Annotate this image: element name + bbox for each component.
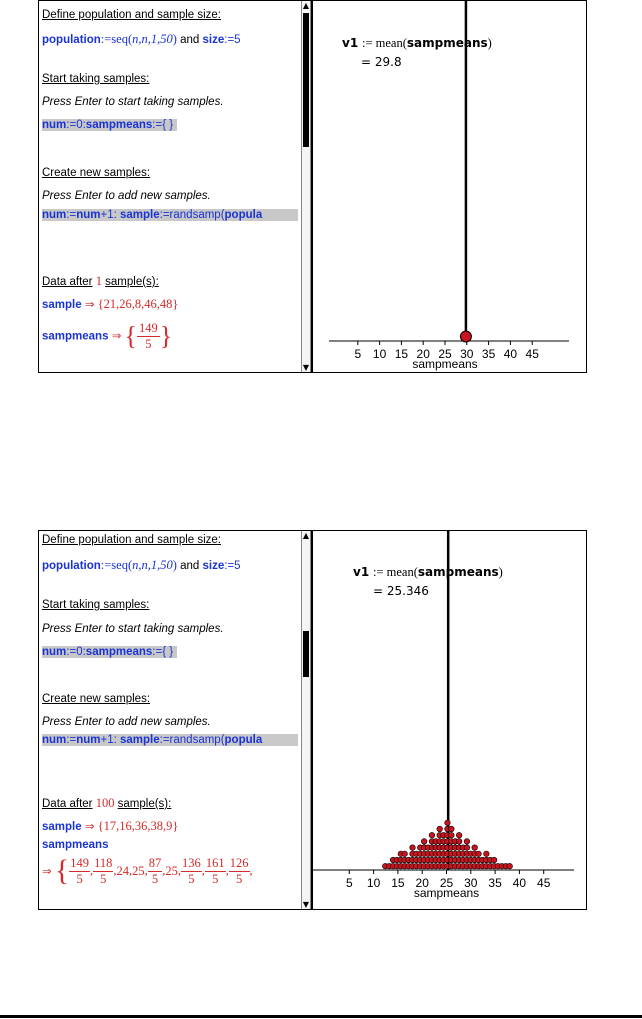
fraction-denominator: 5 <box>151 871 159 886</box>
notes-scrollbar[interactable] <box>301 1 311 372</box>
data-point <box>456 832 462 838</box>
notes-panel[interactable] <box>39 531 301 909</box>
page-bottom-rule <box>0 1015 642 1018</box>
data-point <box>507 863 513 869</box>
data-point <box>456 839 462 845</box>
sampmeans-init: :={ } <box>152 646 174 658</box>
population-args: n,n,1,50 <box>132 558 173 572</box>
x-tick-label: 25 <box>439 876 454 890</box>
x-tick-label: 40 <box>503 347 518 361</box>
data-point <box>429 832 435 838</box>
start-hint: Press Enter to start taking samples. <box>42 96 224 108</box>
x-tick-label: 45 <box>525 347 539 361</box>
fraction-denominator: 5 <box>100 871 107 886</box>
x-tick-label: 45 <box>537 876 551 890</box>
size-keyword: size <box>202 560 225 572</box>
num-init-line[interactable] <box>42 119 177 131</box>
data-point <box>484 851 490 857</box>
sample-count: 100 <box>95 796 115 810</box>
create-heading: Create new samples: <box>42 167 151 179</box>
sample-expr: :=randsamp( <box>159 209 225 221</box>
screenshot-1 <box>38 0 587 373</box>
sample-keyword: sample <box>120 209 160 221</box>
data-point <box>464 845 470 851</box>
x-tick-label: 5 <box>354 347 362 361</box>
implies-arrow: ⇒ <box>111 330 122 343</box>
notes-panel[interactable] <box>39 1 301 372</box>
increment: +1: <box>100 734 117 746</box>
list-item <box>69 856 90 887</box>
and-text: and <box>180 34 200 46</box>
fraction-numerator: 149 <box>70 855 89 870</box>
brace-close: } <box>159 321 173 351</box>
sample-result: {21,26,8,46,48} <box>97 297 179 311</box>
assign-op: := <box>66 734 77 746</box>
sample-result: {17,16,36,38,9} <box>97 819 179 833</box>
num-keyword: num <box>76 209 101 221</box>
data-point <box>449 826 455 832</box>
sample-arg: popula <box>224 734 263 746</box>
implies-arrow: ⇒ <box>42 866 52 878</box>
data-point <box>437 826 443 832</box>
x-tick-label: 30 <box>460 347 474 361</box>
x-tick-label: 15 <box>394 347 409 361</box>
size-keyword: size <box>202 34 225 46</box>
num-keyword: num <box>42 209 67 221</box>
data-after-line <box>42 796 171 811</box>
fraction-numerator: 149 <box>139 321 158 335</box>
x-tick-label: 40 <box>512 876 527 890</box>
data-after-line <box>42 274 159 289</box>
data-point <box>472 845 478 851</box>
start-heading: Start taking samples: <box>42 599 150 611</box>
v1-arg: sampmeans <box>406 36 488 50</box>
sample-count: 1 <box>95 274 102 288</box>
x-axis-label: sampmeans <box>412 357 478 371</box>
scroll-down-icon[interactable]: ▼ <box>302 900 310 909</box>
list-separator: , <box>177 863 182 878</box>
sampmeans-list-line <box>42 854 300 888</box>
x-tick-label: 20 <box>416 347 430 361</box>
fraction-denominator: 5 <box>188 871 195 886</box>
sample-expr: :=randsamp( <box>159 734 225 746</box>
x-tick-label: 25 <box>438 347 452 361</box>
scroll-up-icon[interactable]: ▲ <box>302 1 310 10</box>
sampmeans-keyword: sampmeans <box>85 119 153 131</box>
sample-keyword: sample <box>42 299 82 311</box>
x-tick-label: 15 <box>391 876 405 890</box>
data-point <box>445 820 451 826</box>
x-tick-label: 35 <box>488 876 502 890</box>
scroll-thumb[interactable] <box>303 631 309 677</box>
list-item <box>181 856 202 887</box>
population-keyword: population <box>42 560 101 572</box>
fraction-numerator: 87 <box>148 855 162 870</box>
population-close: ) <box>172 32 177 46</box>
data-point <box>410 845 416 851</box>
sampmeans-list <box>69 855 253 886</box>
sample-result-line <box>42 819 178 834</box>
fraction-denominator: 5 <box>236 871 243 886</box>
v1-value: = 29.8 <box>361 55 402 69</box>
size-value: :=5 <box>224 34 241 46</box>
scroll-thumb[interactable] <box>303 13 309 147</box>
sample-keyword: sample <box>42 821 82 833</box>
data-point <box>421 839 427 845</box>
list-separator: , <box>201 863 205 878</box>
list-separator: , <box>90 863 94 878</box>
data-point <box>402 851 408 857</box>
num-init: :=0: <box>66 119 86 131</box>
x-tick-label: 5 <box>345 876 353 890</box>
list-item <box>93 856 113 887</box>
list-separator: , <box>225 863 229 878</box>
num-update-line[interactable] <box>42 209 298 221</box>
x-axis-label: sampmeans <box>413 886 480 900</box>
list-item: 25 <box>132 863 145 878</box>
notes-scrollbar[interactable] <box>301 531 311 909</box>
list-item <box>148 855 166 887</box>
population-args: n,n,1,50 <box>132 32 173 46</box>
fraction-denominator: 5 <box>76 871 83 886</box>
num-update-line[interactable] <box>42 734 298 746</box>
sample-suffix: sample(s): <box>117 798 172 810</box>
v1-close: ) <box>487 36 492 50</box>
list-item: 25 <box>165 863 178 878</box>
fraction-denominator: 5 <box>212 871 219 886</box>
num-keyword: num <box>42 646 67 658</box>
start-heading: Start taking samples: <box>42 73 150 85</box>
population-expr: :=seq( <box>100 558 133 572</box>
sampmeans-keyword: sampmeans <box>85 646 153 658</box>
create-hint: Press Enter to add new samples. <box>42 716 211 728</box>
scroll-up-icon[interactable]: ▲ <box>302 531 310 540</box>
brace-open: { <box>54 854 70 887</box>
define-heading: Define population and sample size: <box>42 534 222 546</box>
dotplot-chart[interactable] <box>313 1 576 372</box>
num-init: :=0: <box>66 646 86 658</box>
data-point <box>464 839 470 845</box>
screenshot-2 <box>38 530 587 910</box>
v1-label: v1 <box>353 565 370 579</box>
population-keyword: population <box>42 34 101 46</box>
scroll-down-icon[interactable]: ▼ <box>302 363 310 372</box>
fraction-numerator: 126 <box>229 855 249 870</box>
fraction-numerator: 161 <box>205 855 225 870</box>
size-value: :=5 <box>224 560 241 572</box>
graph-panel[interactable] <box>311 1 586 372</box>
fraction-numerator: 136 <box>182 855 201 870</box>
x-tick-label: 35 <box>481 347 496 361</box>
num-keyword: num <box>76 734 101 746</box>
assign-op: := <box>66 209 77 221</box>
sampmeans-keyword: sampmeans <box>42 330 109 343</box>
sampmeans-result-line <box>42 321 172 352</box>
x-tick-label: 10 <box>366 876 381 890</box>
fraction <box>137 321 160 352</box>
num-keyword: num <box>42 119 67 131</box>
list-item <box>205 856 226 887</box>
data-point <box>476 851 482 857</box>
v1-expr: := mean( <box>362 36 407 50</box>
data-point <box>491 857 497 863</box>
define-heading: Define population and sample size: <box>42 9 222 21</box>
population-expr: :=seq( <box>100 32 133 46</box>
sample-suffix: sample(s): <box>105 276 159 288</box>
data-after-label: Data after <box>42 276 93 288</box>
x-tick-label: 10 <box>372 347 387 361</box>
sampmeans-label: sampmeans <box>42 839 109 851</box>
list-item <box>229 856 250 887</box>
v1-arg: sampmeans <box>417 565 499 579</box>
start-hint: Press Enter to start taking samples. <box>42 623 224 635</box>
num-keyword: num <box>42 734 67 746</box>
v1-expr: := mean( <box>373 565 418 579</box>
x-tick-label: 20 <box>415 876 429 890</box>
fraction-numerator: 118 <box>94 855 113 870</box>
and-text: and <box>180 560 200 572</box>
v1-label: v1 <box>342 36 359 50</box>
list-separator: , <box>144 863 148 878</box>
sampmeans-init: :={ } <box>152 119 174 131</box>
implies-arrow: ⇒ <box>84 299 95 311</box>
dotplot-chart[interactable] <box>313 531 576 909</box>
fraction-denominator: 5 <box>145 337 152 351</box>
x-tick-label: 30 <box>464 876 478 890</box>
population-close: ) <box>172 558 177 572</box>
list-separator: , <box>113 863 117 878</box>
sample-keyword: sample <box>120 734 160 746</box>
v1-close: ) <box>498 565 503 579</box>
num-init-line[interactable] <box>42 646 177 658</box>
sample-arg: popula <box>224 209 263 221</box>
list-separator: , <box>129 863 133 878</box>
sample-result-line <box>42 297 178 312</box>
graph-panel[interactable] <box>311 531 586 909</box>
create-hint: Press Enter to add new samples. <box>42 190 211 202</box>
list-separator: , <box>249 863 253 878</box>
brace-open: { <box>124 321 138 351</box>
data-point <box>460 331 471 342</box>
population-line[interactable] <box>42 32 241 47</box>
implies-arrow: ⇒ <box>84 821 95 833</box>
list-separator: , <box>162 863 166 878</box>
population-line[interactable] <box>42 558 241 573</box>
increment: +1: <box>100 209 117 221</box>
list-item: 24 <box>116 863 130 878</box>
data-after-label: Data after <box>42 798 93 810</box>
v1-value: = 25.346 <box>373 584 429 598</box>
data-point <box>449 832 455 838</box>
create-heading: Create new samples: <box>42 693 151 705</box>
